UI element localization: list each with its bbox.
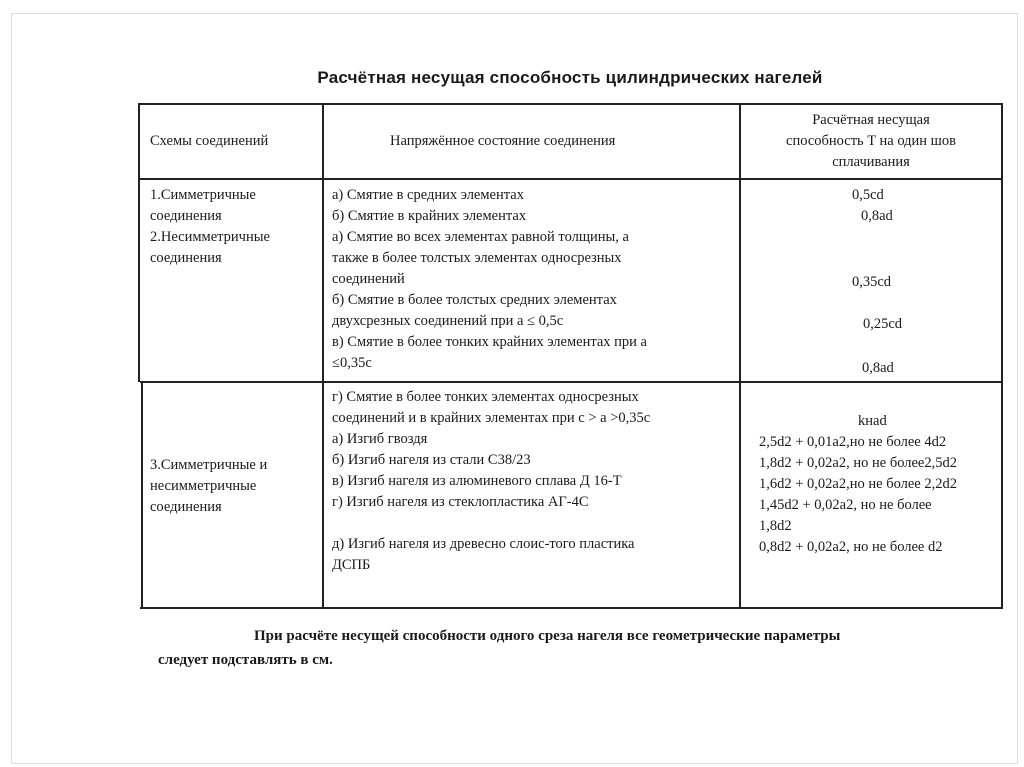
state-row: а) Изгиб гвоздя — [332, 431, 428, 447]
state-row: а) Смятие во всех элементах равной толщины, а — [332, 229, 629, 245]
header-schemes: Схемы соединений — [150, 133, 269, 149]
state-row: ≤0,35c — [332, 355, 372, 371]
state-row: д) Изгиб нагеля из древесно слоис-того пластика — [332, 536, 635, 552]
table-right-border — [1001, 103, 1003, 608]
state-row: г) Смятие в более тонких элементах односрезных — [332, 389, 639, 405]
section1-value-5: 0,8ad — [862, 360, 894, 376]
header-capacity-line2-text: способность T на один шов — [786, 133, 956, 149]
column-divider-2 — [739, 103, 741, 608]
section2-states — [332, 387, 650, 576]
value-row: 0,8d2 + 0,02a2, но не более d2 — [759, 539, 943, 555]
state-row: соединений — [332, 271, 405, 287]
page-title: Расчётная несущая способность цилиндрических нагелей — [317, 68, 823, 87]
footnote — [158, 624, 978, 672]
footnote-line-2: следует подставлять в см. — [158, 652, 333, 668]
state-row — [332, 513, 650, 534]
state-row: в) Смятие в более тонких крайних элементах при a — [332, 334, 647, 350]
state-row: также в более толстых элементах односрезных — [332, 250, 622, 266]
value-row: 1,8d2 + 0,02a2, но не более2,5d2 — [759, 455, 957, 471]
table-top-border — [140, 103, 1003, 105]
header-divider — [140, 178, 1003, 180]
section1-states — [332, 185, 647, 374]
value-row: 1,6d2 + 0,02a2,но не более 2,2d2 — [759, 476, 957, 492]
state-row: ДСПБ — [332, 557, 371, 573]
section2-schemes: 3.Симметричные и несимметричные соединения — [150, 457, 268, 515]
section1-value-3: 0,35cd — [852, 274, 892, 290]
state-row: г) Изгиб нагеля из стеклопластика АГ-4С — [332, 494, 589, 510]
state-row: соединений и в крайних элементах при c > a >0,35c — [332, 410, 651, 426]
section2-values — [759, 432, 957, 558]
value-row: 1,45d2 + 0,02a2, но не более — [759, 497, 932, 513]
state-row: б) Изгиб нагеля из стали С38/23 — [332, 452, 531, 468]
state-row: а) Смятие в средних элементах — [332, 187, 524, 203]
section1-value-1: 0,5cd — [852, 187, 884, 203]
section2-value-k: kнad — [858, 413, 887, 429]
state-row: двухсрезных соединений при a ≤ 0,5c — [332, 313, 564, 329]
table-bottom-border — [140, 607, 1003, 609]
section1-schemes: 1.Симметричные соединения 2.Несимметричные соединения — [150, 187, 270, 266]
section1-value-4: 0,25cd — [863, 316, 903, 332]
state-row: б) Смятие в более толстых средних элементах — [332, 292, 617, 308]
header-capacity: Расчётная несущая способность T на один шов сплачивания — [742, 110, 1000, 173]
state-row: в) Изгиб нагеля из алюминевого сплава Д 16-Т — [332, 473, 622, 489]
header-capacity-line2 — [742, 131, 1000, 152]
value-row: 2,5d2 + 0,01a2,но не более 4d2 — [759, 434, 947, 450]
header-state: Напряжённое состояние соединения — [390, 133, 616, 149]
column-divider-1 — [322, 103, 324, 608]
footnote-line-1: При расчёте несущей способности одного среза нагеля все геометрические параметры — [254, 628, 841, 644]
state-row: б) Смятие в крайних элементах — [332, 208, 527, 224]
section1-value-2: 0,8ad — [861, 208, 893, 224]
value-row: 1,8d2 — [759, 518, 792, 534]
table-left-border-top — [138, 103, 140, 382]
section-divider — [140, 381, 1003, 383]
table-left-border-bottom — [141, 381, 143, 609]
